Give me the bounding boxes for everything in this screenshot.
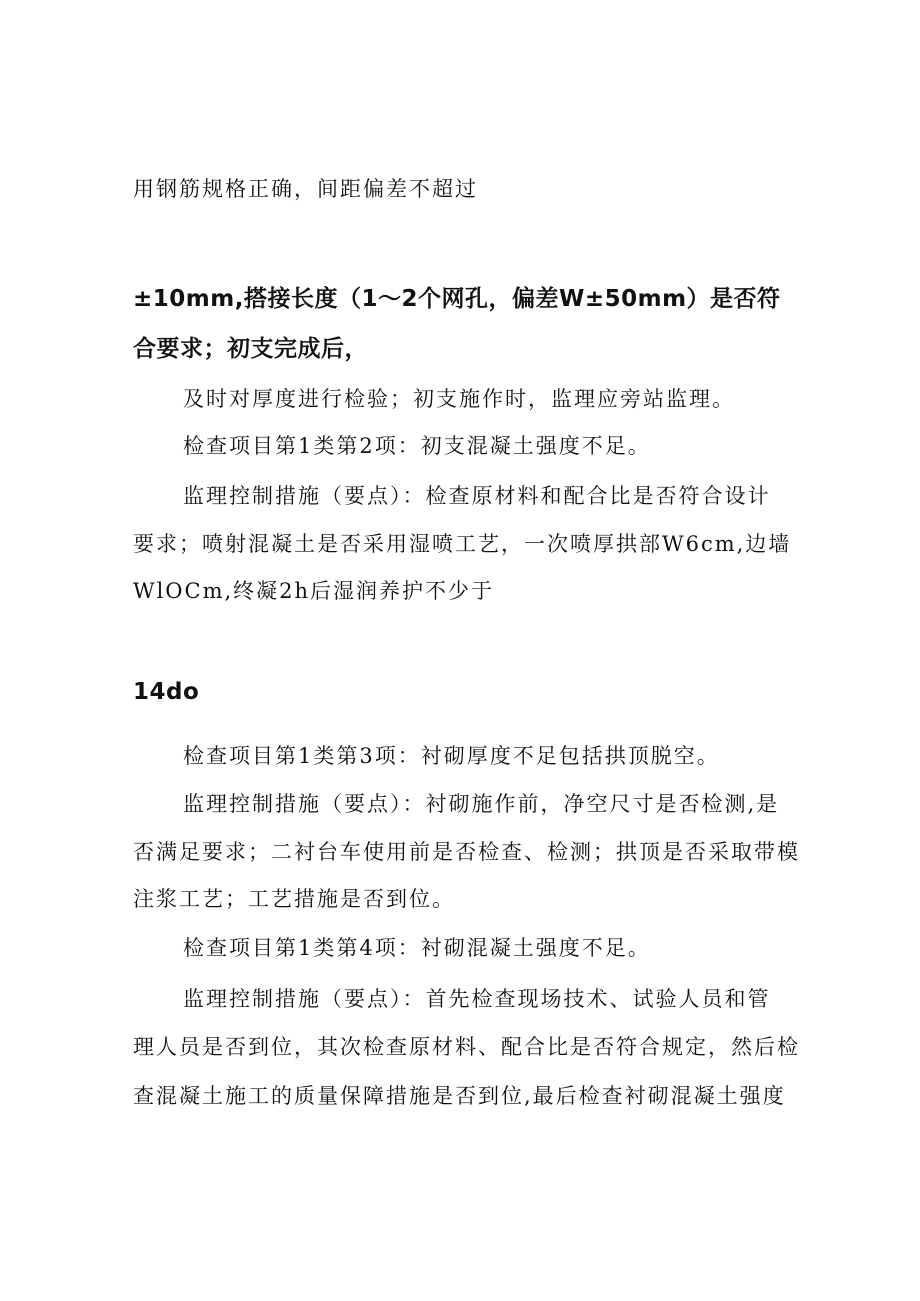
text-line-4: 及时对厚度进行检验；初支施作时，监理应旁站监理。 xyxy=(183,387,735,411)
text-line-15: 监理控制措施（要点）：首先检查现场技术、试验人员和管 xyxy=(183,987,771,1011)
text-line-13: 注浆工艺；工艺措施是否到位。 xyxy=(133,887,455,911)
text-line-6: 监理控制措施（要点）：检查原材料和配合比是否符合设计 xyxy=(183,484,771,508)
text-line-7: 要求；喷射混凝土是否采用湿喷工艺，一次喷厚拱部W6cm,边墙 xyxy=(133,532,792,556)
text-line-2: ±10mm,搭接长度（1～2个网孔，偏差W±50mm）是否符 xyxy=(133,286,781,312)
text-line-14: 检查项目第1类第4项：衬砌混凝土强度不足。 xyxy=(183,936,651,960)
text-line-9: 14do xyxy=(133,679,200,705)
text-line-17: 查混凝土施工的质量保障措施是否到位,最后检查衬砌混凝土强度 xyxy=(133,1084,786,1108)
text-line-16: 理人员是否到位，其次检查原材料、配合比是否符合规定，然后检 xyxy=(133,1035,800,1059)
text-line-3: 合要求；初支完成后， xyxy=(133,336,368,362)
text-line-11: 监理控制措施（要点）：衬砌施作前，净空尺寸是否检测,是 xyxy=(183,792,780,816)
text-line-10: 检查项目第1类第3项：衬砌厚度不足包括拱顶脱空。 xyxy=(183,744,720,768)
text-line-12: 否满足要求；二衬台车使用前是否检查、检测；拱顶是否采取带模 xyxy=(133,840,800,864)
text-line-5: 检查项目第1类第2项：初支混凝土强度不足。 xyxy=(183,434,651,458)
text-line-8: WlOCm,终凝2h后湿润养护不少于 xyxy=(133,579,495,603)
text-line-1: 用钢筋规格正确，间距偏差不超过 xyxy=(133,177,478,201)
